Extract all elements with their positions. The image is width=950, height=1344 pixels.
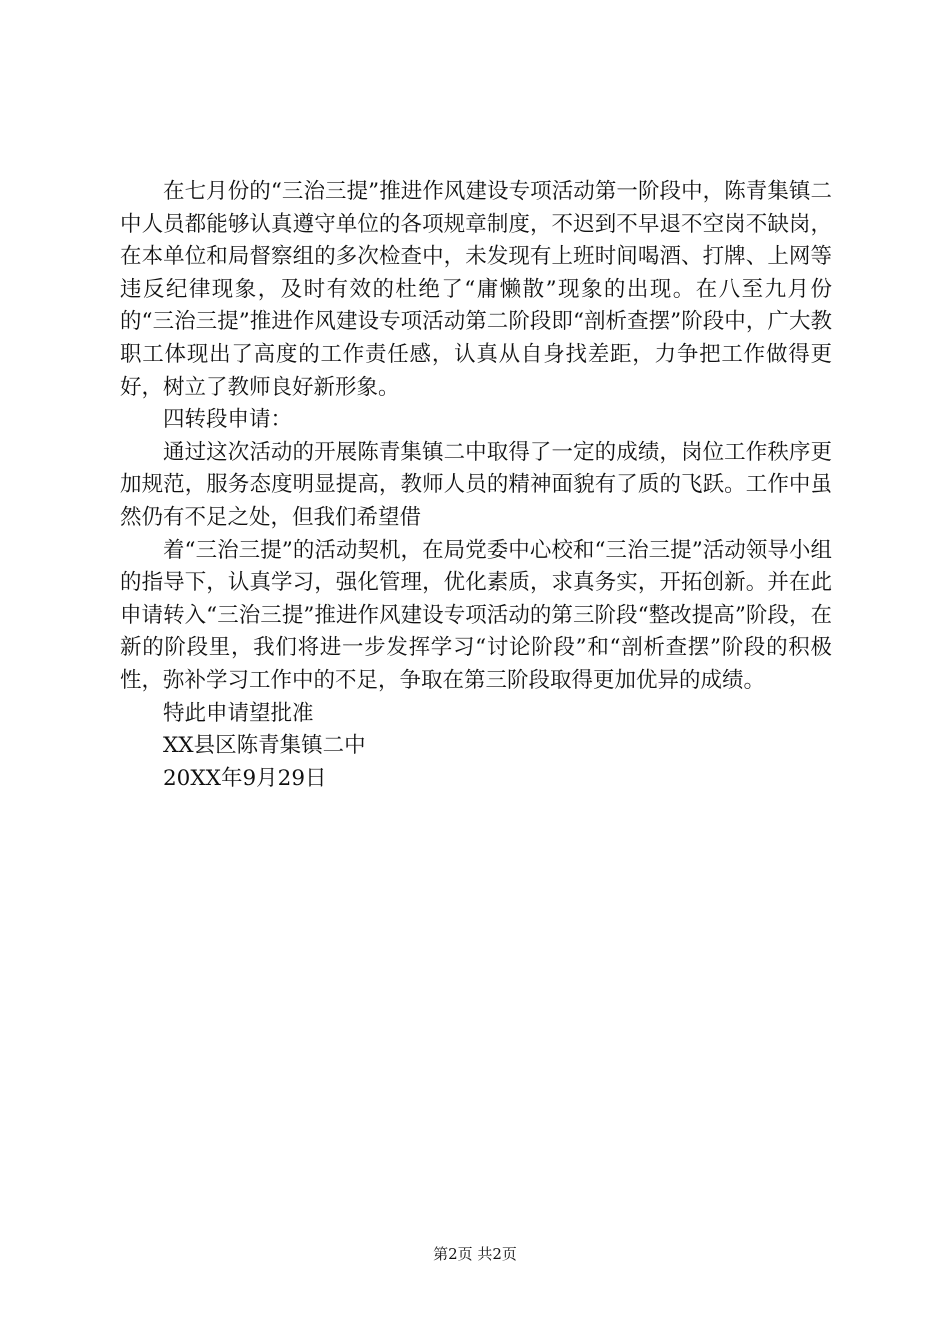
section-heading-transfer-application: 四转段申请： [163, 407, 293, 433]
signature-date: 20XX年9月29日 [163, 765, 327, 791]
page-number-label: 第2页 共2页 [433, 1245, 517, 1263]
paragraph-achievements: 通过这次活动的开展陈青集镇二中取得了一定的成绩，岗位工作秩序更加规范，服务态度明显提高，教师人员的精神面貌有了质的飞跃。工作中虽然仍有不足之处，但我们希望借 [120, 439, 832, 530]
paragraph-application-request: 着“三治三提”的活动契机，在局党委中心校和“三治三提”活动领导小组的指导下，认真学习，强化管理，优化素质，求真务实，开拓创新。并在此申请转入“三治三提”推进作风建设专项活动的第三阶段“整改提高”阶段，在新的阶段里，我们将进一步发挥学习“讨论阶段”和“剖析查摆”阶段的积极性，弥补学习工作中的不足，争取在第三阶段取得更加优异的成绩。 [120, 537, 832, 693]
signature-organization: XX县区陈青集镇二中 [163, 733, 366, 759]
page-footer [0, 1244, 950, 1264]
closing-line: 特此申请望批准 [163, 700, 314, 726]
paragraph-activity-summary: 在七月份的“三治三提”推进作风建设专项活动第一阶段中，陈青集镇二中人员都能够认真遵守单位的各项规章制度，不迟到不早退不空岗不缺岗，在本单位和局督察组的多次检查中，未发现有上班时间喝酒、打牌、上网等违反纪律现象，及时有效的杜绝了“庸懒散”现象的出现。在八至九月份的“三治三提”推进作风建设专项活动第二阶段即“剖析查摆”阶段中，广大教职工体现出了高度的工作责任感，认真从自身找差距，力争把工作做得更好，树立了教师良好新形象。 [120, 179, 832, 400]
document-body [120, 176, 832, 795]
